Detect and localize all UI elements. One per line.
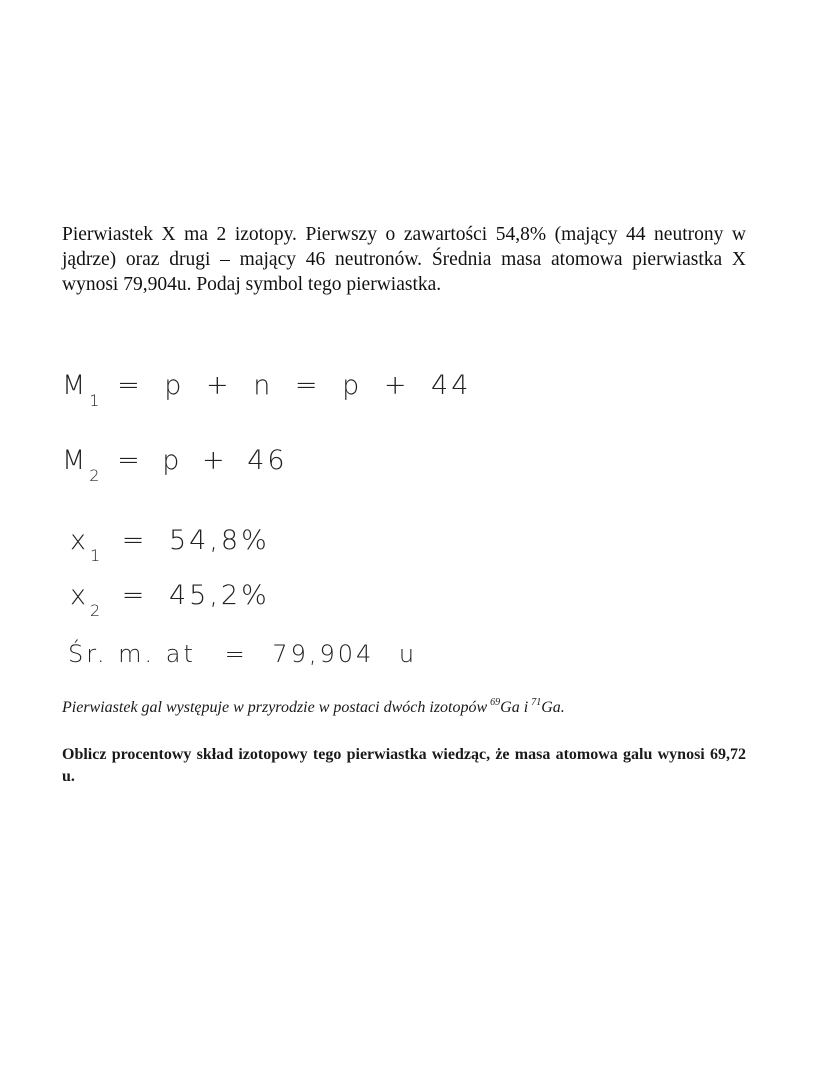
avg-mass-label: Śr. m. at bbox=[68, 640, 196, 668]
m2-symbol: M bbox=[62, 445, 89, 476]
x2-subscript: 2 bbox=[89, 601, 101, 620]
m2-expression: = p + 46 bbox=[117, 445, 288, 476]
avg-mass-expression: = 79,904 u bbox=[224, 640, 418, 668]
isotope-conjunction: i bbox=[523, 699, 529, 716]
handwritten-line-m2 bbox=[62, 445, 288, 485]
isotope-69-mass: 69 bbox=[490, 697, 501, 708]
isotope-69-symbol: Ga bbox=[500, 699, 520, 716]
handwritten-solution bbox=[60, 360, 472, 680]
task1-text: Pierwiastek X ma 2 izotopy. Pierwszy o zawartości 54,8% (mający 44 neutrony w jądrze) oraz drugi – mający 46 neutronów. Średnia masa atomowa pierwiastka X wynosi 79,904u. Podaj symbol tego pierwiastka. bbox=[62, 224, 746, 295]
handwritten-line-avg-mass bbox=[68, 640, 417, 668]
x2-expression: = 45,2% bbox=[121, 580, 270, 611]
x1-symbol: x bbox=[70, 525, 89, 556]
m1-expression: = p + n = p + 44 bbox=[117, 370, 472, 401]
task2-intro bbox=[62, 697, 762, 717]
m1-symbol: M bbox=[62, 370, 89, 401]
m1-subscript: 1 bbox=[89, 391, 100, 410]
x2-symbol: x bbox=[70, 580, 89, 611]
isotope-71-symbol: Ga. bbox=[541, 699, 565, 716]
x1-expression: = 54,8% bbox=[121, 525, 270, 556]
x1-subscript: 1 bbox=[89, 546, 101, 565]
m2-subscript: 2 bbox=[89, 466, 100, 485]
task2-body: Oblicz procentowy skład izotopowy tego pierwiastka wiedząc, że masa atomowa galu wynosi 69,72 u. bbox=[62, 746, 746, 785]
handwritten-line-m1 bbox=[62, 370, 472, 410]
isotope-71-mass: 71 bbox=[531, 697, 542, 708]
task2-intro-text: Pierwiastek gal występuje w przyrodzie w postaci dwóch izotopów bbox=[62, 699, 488, 716]
handwritten-line-x2 bbox=[70, 580, 270, 620]
handwritten-line-x1 bbox=[70, 525, 270, 565]
